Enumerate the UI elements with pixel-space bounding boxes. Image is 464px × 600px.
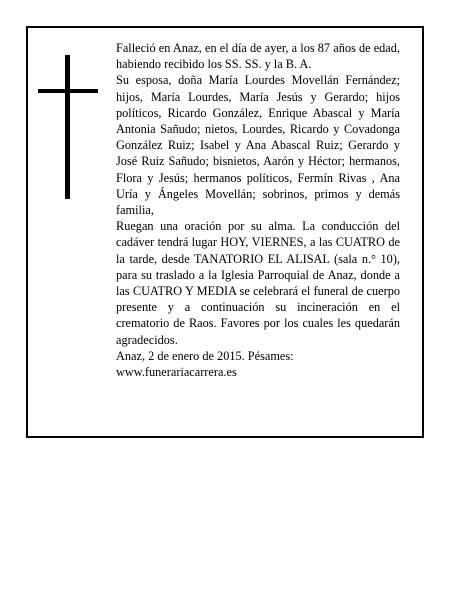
obituary-notice <box>26 26 424 438</box>
cross-icon <box>38 55 98 199</box>
death-announcement: Falleció en Anaz, en el día de ayer, a los 87 años de edad, habiendo recibido los SS. SS. y la B. A. <box>116 41 400 72</box>
funeral-details: Ruegan una oración por su alma. La conducción del cadáver tendrá lugar HOY, VIERNES, a las CUATRO de la tarde, desde TANATORIO EL ALISAL (sala n.° 10), para su traslado a la Iglesia Parroquial de Anaz, donde a las CUATRO Y MEDIA se celebrará el funeral de cuerpo presente y a continuación su incineración en el crematorio de Raos. Favores por los cuales les quedarán agradecidos. <box>116 219 400 347</box>
cross-vertical-bar <box>65 55 70 199</box>
notice-body <box>116 40 400 380</box>
date-and-condolences: Anaz, 2 de enero de 2015. Pésames: www.funerariacarrera.es <box>116 348 294 380</box>
cross-horizontal-bar <box>38 89 98 93</box>
family-list: Su esposa, doña María Lourdes Movellán Fernández; hijos, María Lourdes, María Jesús y Gerardo; hijos políticos, Ricardo González, Enrique Abascal y María Antonia Sañudo; nietos, Lourdes, Ricardo y Covadonga González Ruiz; Isabel y Ana Abascal Ruiz; Gerardo y José Ruiz Sañudo; bisnietos, Aarón y Héctor; hermanos, Flora y Jesús; hermanos políticos, Fermín Rivas , Ana Uría y Ángeles Movellán; sobrinos, primos y demás familia, <box>116 73 400 218</box>
